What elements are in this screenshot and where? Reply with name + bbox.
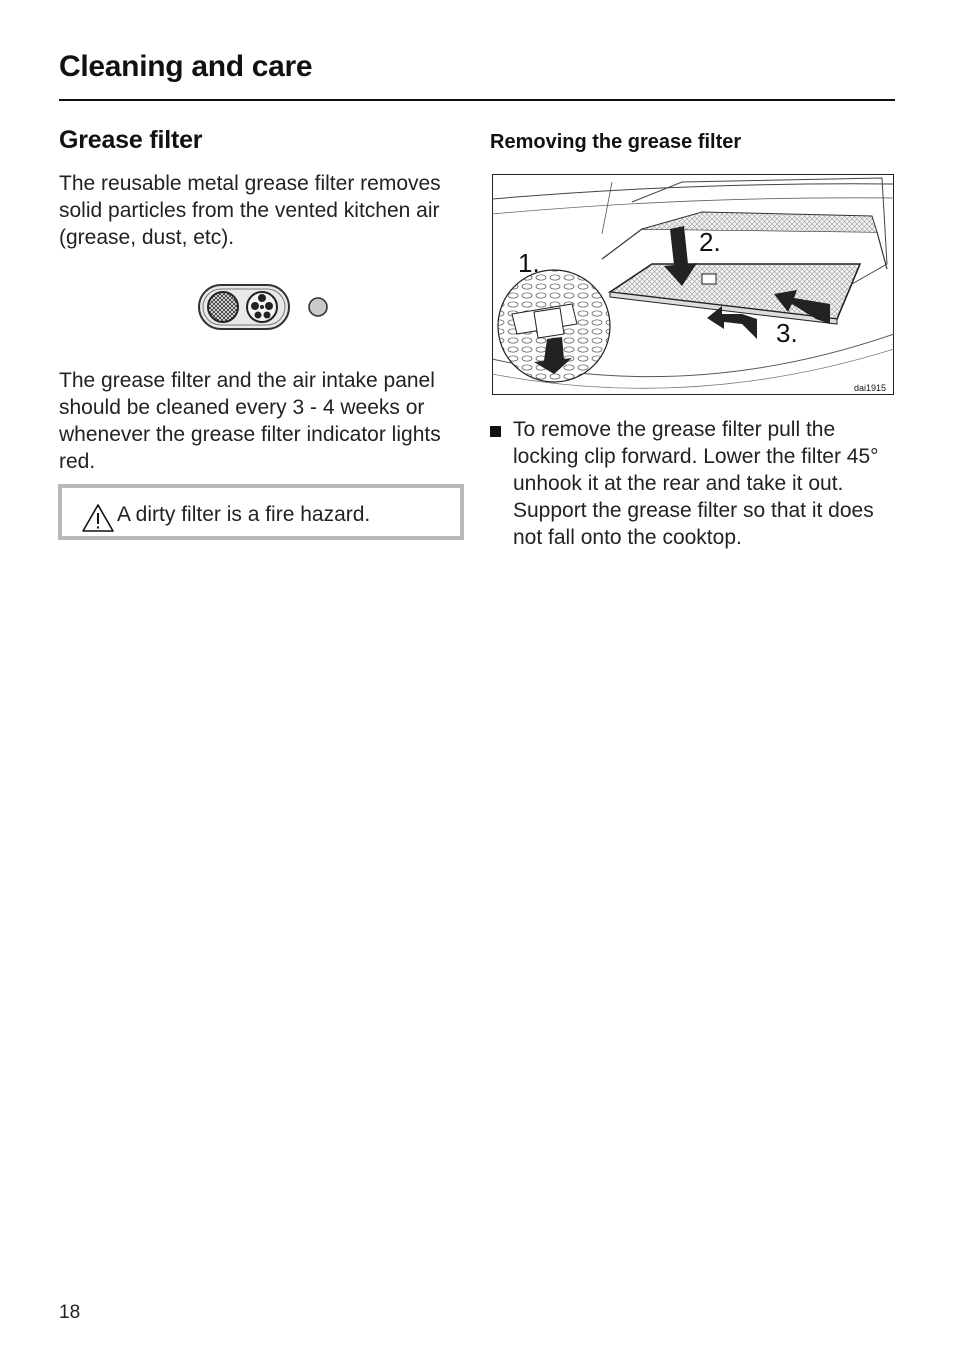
sub-heading-removing: Removing the grease filter [490,131,742,153]
page-number: 18 [59,1302,81,1323]
grease-filter-removal-figure [492,174,894,395]
indicator-light-icon [309,298,327,316]
page-title: Cleaning and care [59,50,313,83]
remove-filter-instruction: To remove the grease filter pull the locking clip forward. Lower the filter 45° unhook it at the rear and take it out. Support the grease filter so that it does not fall onto the cooktop. [513,418,879,549]
warning-box [58,484,464,540]
title-rule [59,99,895,101]
figure-label-step-3: 3. [776,318,798,348]
cleaning-schedule-paragraph: The grease filter and the air intake panel should be cleaned every 3 - 4 weeks or whenever the grease filter indicator lights red. [59,369,441,473]
figure-label-step-1: 1. [518,248,540,278]
intro-paragraph: The reusable metal grease filter removes solid particles from the vented kitchen air (grease, dust, etc). [59,172,441,249]
bullet-square-icon [490,426,501,437]
warning-text: A dirty filter is a fire hazard. [117,503,371,526]
warning-triangle-icon [80,502,116,534]
figure-label-step-2: 2. [699,227,721,257]
figure-code: dai1915 [854,383,887,393]
section-title-grease-filter: Grease filter [59,126,203,154]
grease-filter-indicator [198,284,333,332]
filter-button-icon [199,285,289,329]
